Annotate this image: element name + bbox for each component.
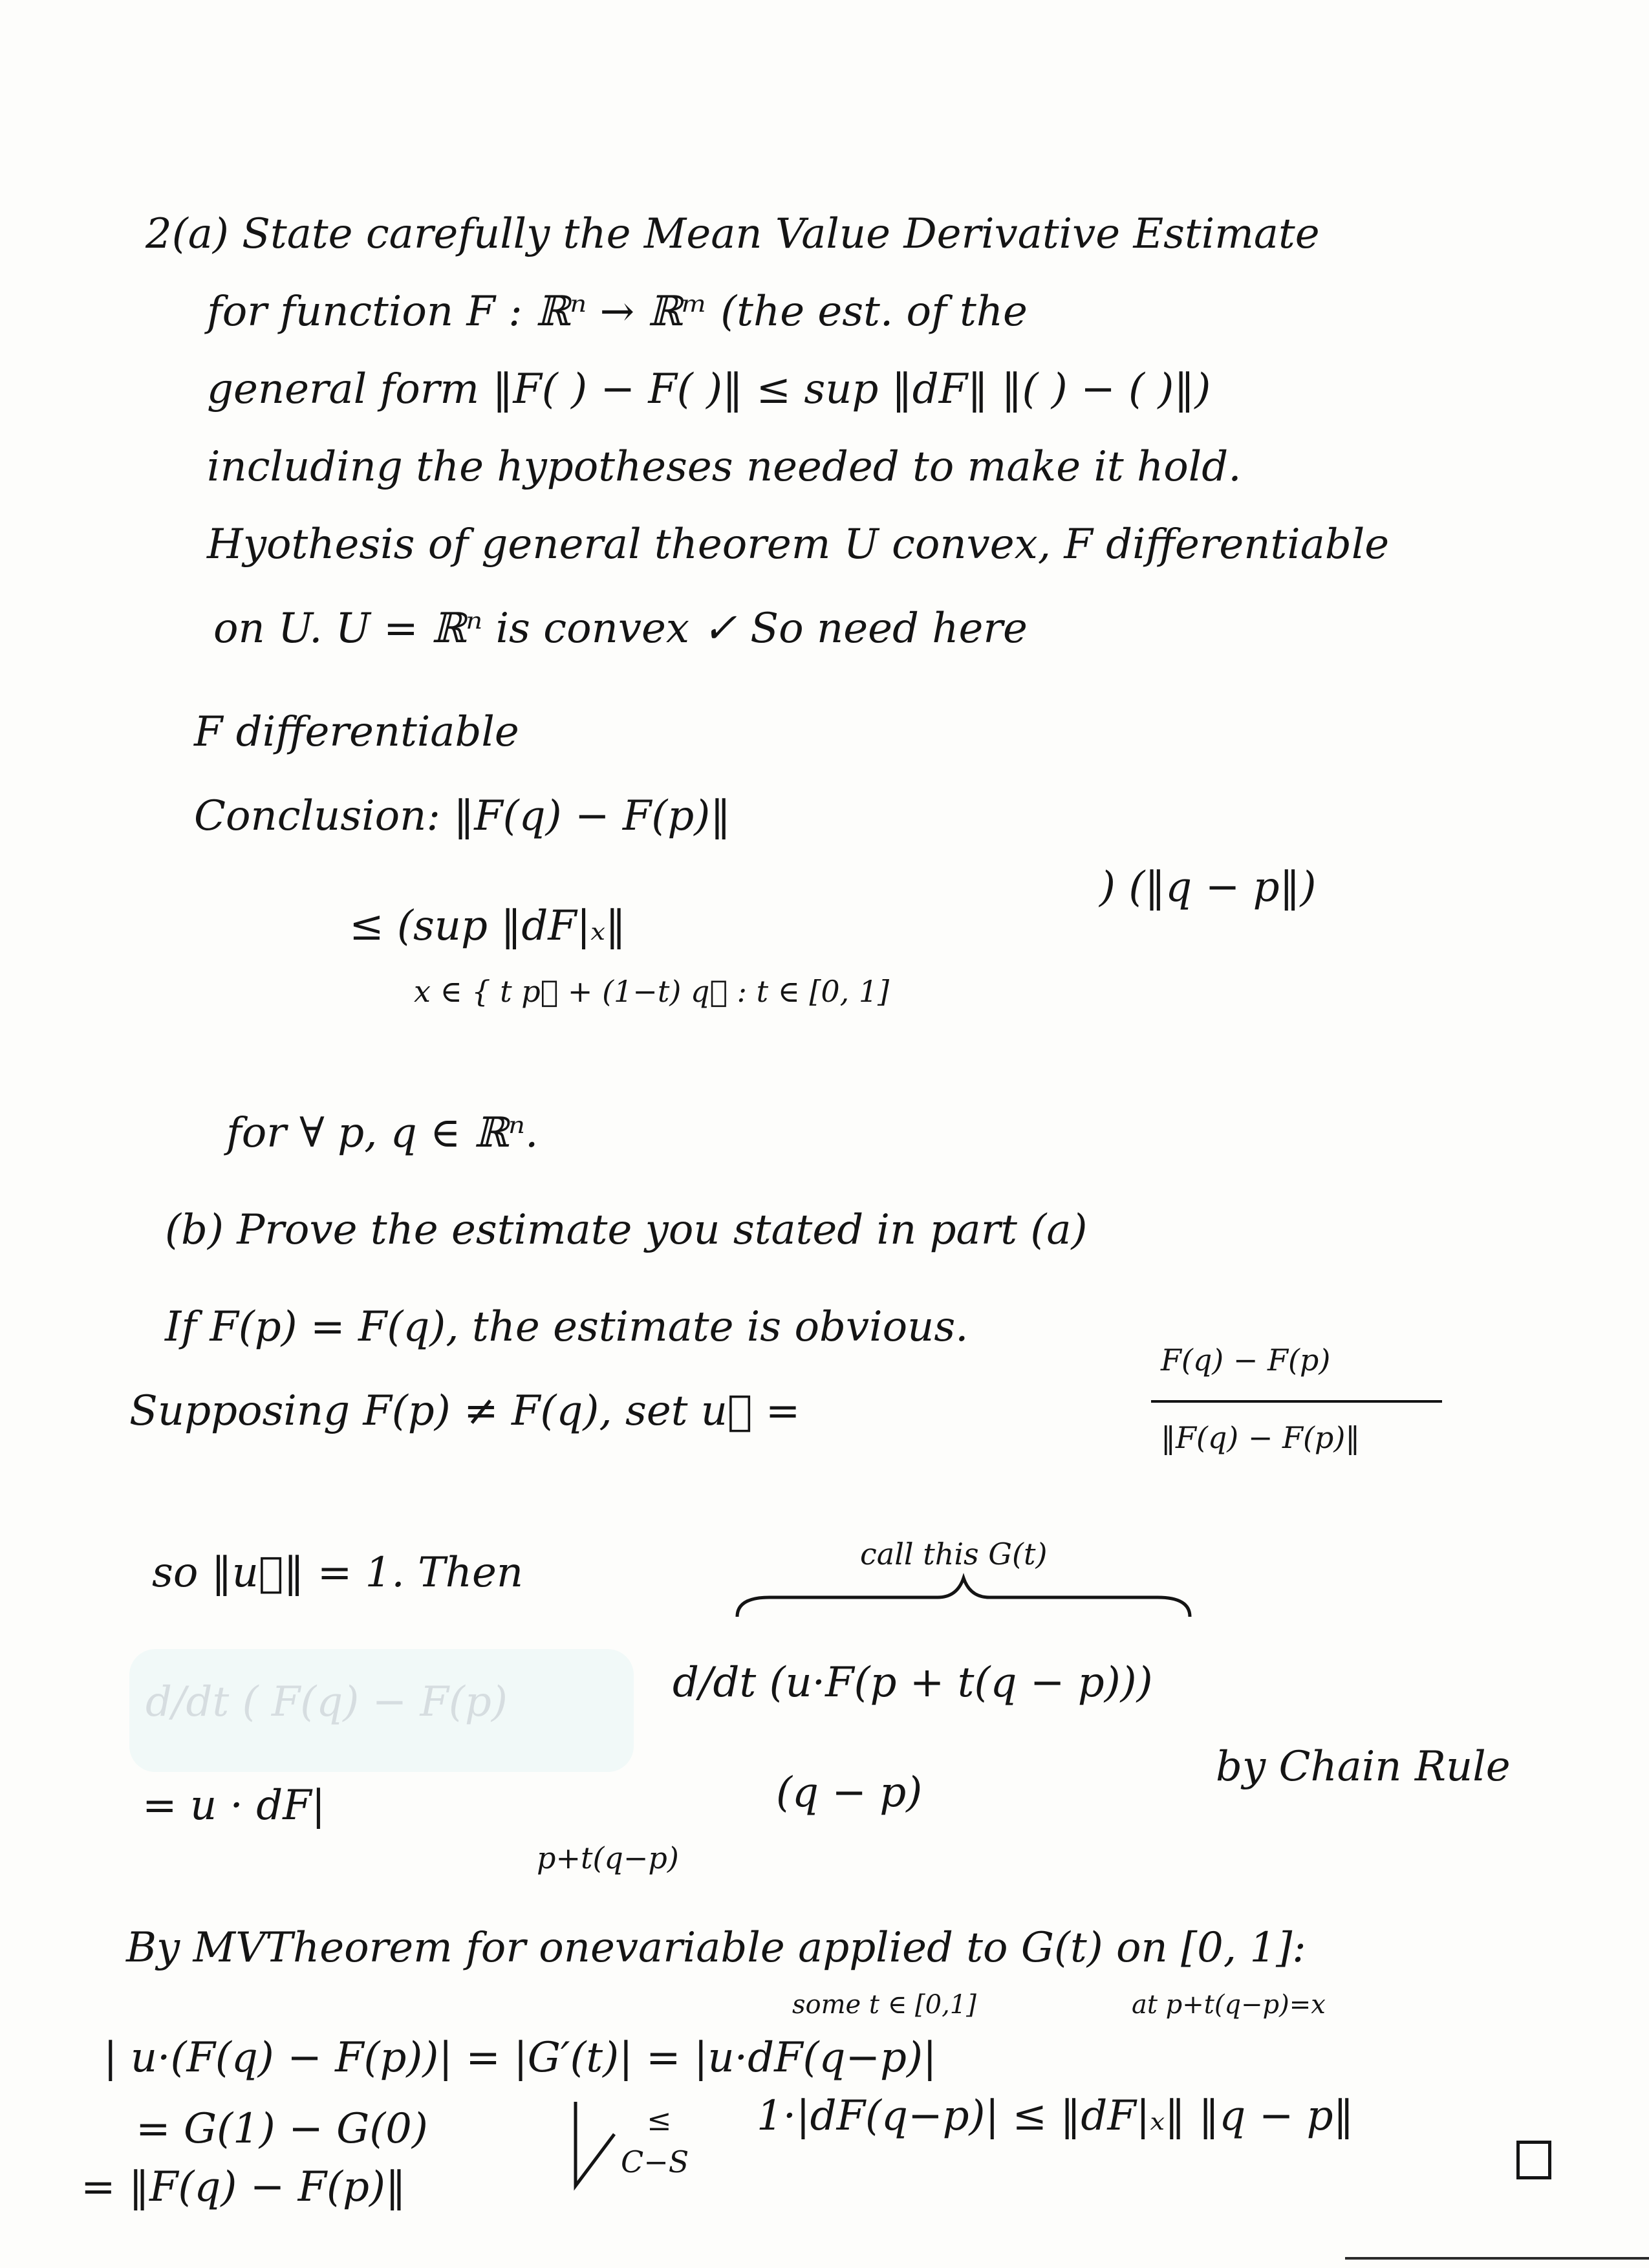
line-f-differentiable: F differentiable: [194, 708, 519, 756]
fraction-numerator: F(q) − F(p): [1161, 1343, 1331, 1377]
line-question-a: 2(a) State carefully the Mean Value Derivative Estimate: [146, 210, 1320, 258]
line-leq: ≤: [647, 2102, 672, 2137]
qed-box: [1516, 2141, 1551, 2179]
note-at-x: at p+t(q−p)=x: [1132, 1990, 1326, 2020]
line-conclusion: Conclusion: ‖F(q) − F(p)‖: [194, 792, 731, 840]
line-sup: ≤ (sup ‖dF|ₓ‖: [349, 902, 626, 950]
line-norm-q-p: ) (‖q − p‖): [1099, 863, 1317, 911]
line-general-form: general form ‖F( ) − F( )‖ ≤ sup ‖dF‖ ‖( ) − ( )‖): [207, 365, 1211, 413]
line-mvt: By MVTheorem for onevariable applied to G(t) on [0, 1]:: [126, 1924, 1306, 1972]
line-question-b: (b) Prove the estimate you stated in part (a): [165, 1206, 1088, 1254]
line-abs-g-prime: | u·(F(q) − F(p))| = |G′(t)| = |u·dF(q−p)|: [103, 2034, 937, 2082]
fraction-denominator: ‖F(q) − F(p)‖: [1161, 1420, 1361, 1455]
line-hypothesis-general: Hyothesis of general theorem U convex, F differentiable: [207, 521, 1390, 568]
brace-label: call this G(t): [860, 1537, 1048, 1571]
line-supposing: Supposing F(p) ≠ F(q), set u⃗ =: [129, 1387, 801, 1435]
line-g-difference: = G(1) − G(0): [136, 2105, 428, 2153]
line-chain-rule: by Chain Rule: [1216, 1743, 1511, 1791]
page-edge-line: [1345, 2257, 1649, 2260]
line-norm-diff: = ‖F(q) − F(p)‖: [81, 2163, 406, 2211]
line-convex: on U. U = ℝⁿ is convex ✓ So need here: [213, 605, 1028, 653]
line-obvious: If F(p) = F(q), the estimate is obvious.: [165, 1303, 969, 1351]
line-derivative: d/dt (u·F(p + t(q − p))): [673, 1659, 1153, 1707]
line-q-minus-p: (q − p): [776, 1769, 923, 1817]
line-hypotheses: including the hypotheses needed to make it hold.: [207, 443, 1242, 491]
line-cs: C−S: [621, 2144, 689, 2179]
line-unit-norm: so ‖u⃗‖ = 1. Then: [152, 1549, 524, 1597]
line-function: for function F : ℝⁿ → ℝᵐ (the est. of the: [207, 288, 1028, 336]
line-for-all: for ∀ p, q ∈ ℝⁿ.: [226, 1109, 539, 1157]
bracket-mark: [569, 2095, 621, 2199]
line-subscript: p+t(q−p): [537, 1841, 679, 1875]
fraction-bar: [1151, 1400, 1442, 1403]
note-some-t: some t ∈ [0,1]: [792, 1990, 976, 2020]
line-faded: d/dt ( F(q) − F(p): [146, 1678, 508, 1726]
line-bound: 1·|dF(q−p)| ≤ ‖dF|ₓ‖ ‖q − p‖: [757, 2092, 1354, 2140]
brace-mark: [731, 1571, 1196, 1623]
line-chain-result: = u · dF|: [142, 1782, 326, 1830]
line-sup-set: x ∈ { t p⃗ + (1−t) q⃗ : t ∈ [0, 1]: [414, 974, 890, 1009]
